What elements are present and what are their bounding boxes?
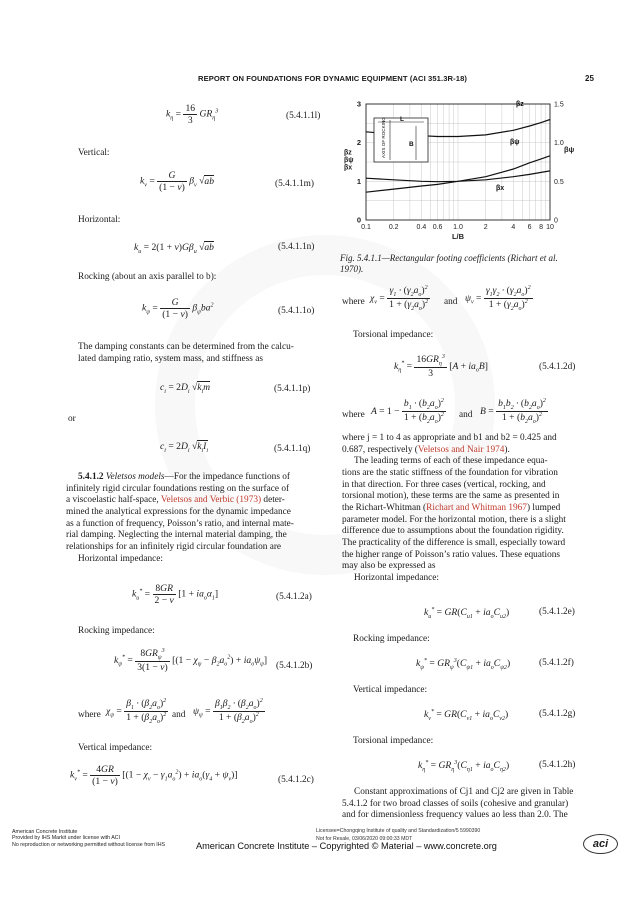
paragraph-static-stiffness [342,433,592,585]
equation-chi-v: $\chi_v$ = $\frac{\gamma_1 \cdot (\gamma_2a_o)^2}{1 + (\gamma_2a_o)^2}$ [370,285,429,313]
text-line: 5.4.1.2 for two broad classes of soils (cohesive and granular) [342,798,569,809]
footer-provider [12,829,165,848]
text-line: Horizontal impedance: [78,553,163,564]
y-axis-label-left: βz [344,149,352,157]
equation-number: (5.4.1.1q) [274,444,311,454]
equation-k-u: $k_u = 2(1 + \nu)G\beta_u$ √ab [134,242,214,255]
x-tick-label: 2 [483,224,488,231]
text-line: and for dimensionless frequency values ao less than 2.0. The [342,810,568,821]
word-where: where [342,297,365,307]
text-line: as a function of frequency, Poisson’s ratio, and internal mate- [66,518,294,529]
citation-link[interactable]: Veletsos and Verbic (1973) [160,495,262,506]
text-line: the higher range of Poisson’s ratio values. These equations [342,549,560,560]
text-line: may also be expressed as [342,561,436,572]
text-fragment: the Richart-Whitman ( [342,502,427,513]
equation-k-eta-star-alt: $k_\eta^* = GR_\eta^3(C_{\eta 1} + ia_oC_{\eta 2})$ [418,760,510,774]
equation-number: (5.4.1.2h) [539,760,576,770]
text-line: in that direction. For three cases (vertical, rocking, and [342,479,546,490]
y-tick-label-left: 1 [356,176,361,186]
equation-k-eta-star: $k_\eta^*$ = $\frac{16GR_\eta^3}{3}$ $[A + ia_oB]$ [394,354,488,380]
equation-number: (5.4.1.2e) [539,607,575,617]
text-line: The damping constants can be determined from the calcu- [78,342,294,352]
equation-number: (5.4.1.1o) [278,306,315,316]
y-tick-label-right: 0.5 [554,178,564,186]
text-line: relationships for an infinitely rigid circular foundation are [66,541,282,552]
equation-number: (5.4.1.1p) [274,384,311,394]
footer-licensee: Licensee=Chongqing Institute of quality and Standardization/5 5990390 [316,828,481,834]
word-and: and [444,297,458,307]
footer-line: No reproduction or networking permitted without license from IHS [12,841,166,848]
citation-link[interactable]: Richart and Whitman 1967 [426,502,527,513]
equation-number: (5.4.1.2b) [276,661,313,671]
section-title: Veletsos models [105,472,165,482]
y-tick-label-right: 0 [554,217,558,225]
label-vertical-impedance: Vertical impedance: [78,743,153,753]
text-line [342,503,592,515]
text-fragment: ). [504,444,510,455]
x-tick-label: 4 [511,224,516,231]
y-axis-label-right: βψ [564,144,575,154]
text-fragment: ) lumped [526,502,561,513]
text-line: The leading terms of each of these impedance equa- [354,456,548,467]
text-line: parameter model. For the horizontal motion, there is a slight [342,514,566,525]
equation-c-i-mass: $c_i = 2D_i$ $√k_im$ [160,382,211,395]
x-tick-label: 0.4 [416,224,427,231]
text-line [342,445,592,457]
section-label-horizontal: Horizontal: [78,215,121,225]
equation-k-u-star-alt: $k_u^* = GR(C_{u1} + ia_oC_{u2})$ [424,607,510,621]
equation-k-eta: $k_\eta$ = $\frac{16}{3}$ $GR_\eta^3$ [166,103,219,126]
footer-line: American Concrete Institute [12,829,78,835]
equation-k-psi-star: $k_\psi^*$ = $\frac{8GR_\psi^3}{3(1 - \nu)}$ $[(1 - \chi_\psi - \beta_2a_o^2) + ia_o\psi_\psi]$ [114,648,268,674]
text-line: lated damping ratio, system mass, and stiffness as [78,353,263,364]
text-line: The practicality of the difference is small, especially toward [342,537,566,548]
x-tick-label: 0.2 [388,224,399,231]
paragraph-damping [78,342,316,365]
x-axis-label: L/B [451,232,465,241]
y-tick-label-left: 0 [356,215,361,225]
equation-k-psi-star-alt: $k_\psi^* = GR_\psi^3(C_{\psi 1} + ia_oC_{\psi 2})$ [416,658,511,672]
text-line: mined the analytical expressions for the dynamic impedance [66,506,291,517]
equation-B: B = $\frac{b_1b_2 \cdot (b_2a_o)^2}{1 + (b_2a_o)^2}$ [480,398,546,426]
text-line [66,472,318,484]
equation-number: (5.4.1.1n) [278,242,315,252]
x-tick-label: 1.0 [453,224,463,231]
citation-link[interactable]: Veletsos and Nair 1974 [417,444,505,455]
equation-chi-psi: $\chi_\psi$ = $\frac{\beta_1 \cdot (\beta_2a_o)^2}{1 + (\beta_2a_o)^2}$ [106,698,167,726]
y-tick-label-right: 1.5 [554,101,564,109]
footer-resale: Not for Resale, 03/06/2020 09:00:33 MDT [316,836,413,842]
inset-label-L: L [400,116,404,123]
caption-line: Fig. 5.4.1.1—Rectangular footing coefficients (Richart et al. [340,253,558,263]
x-tick-label: 6 [527,224,532,231]
text-fragment: a viscoelastic half-space, [66,495,161,506]
section-label-vertical: Vertical: [78,148,110,158]
inset-label-axis: AXIS OF ROCKING [381,117,386,158]
text-fragment: deter- [261,495,285,506]
paragraph-veletsos [66,472,318,565]
section-label-rocking: Rocking (about an axis parallel to b): [78,272,217,282]
equation-number: (5.4.1.1m) [275,179,314,189]
label-vertical-impedance: Vertical impedance: [353,685,428,695]
text-line: rial damping. Neglecting the internal material damping, the [66,530,287,541]
x-tick-label: 0.1 [361,224,371,231]
x-tick-label: 0.6 [432,224,443,231]
page-number: 25 [585,74,594,83]
equation-k-v-star: $k_v^*$ = $\frac{4GR}{(1 - \nu)}$ $[(1 - \chi_v - \gamma_1a_o^2) + ia_o(\gamma_4 + \psi_v)]$ [70,764,238,787]
text-line: tions are the static stiffness of the foundation for vibration [342,467,558,478]
text-line [66,495,318,507]
equation-psi-psi: $\psi_\psi$ = $\frac{\beta_1\beta_2 \cdot (\beta_2a_o)^2}{1 + (\beta_2a_o)^2}$ [193,698,263,726]
word-and: and [459,410,473,420]
label-rocking-impedance: Rocking impedance: [353,634,430,644]
curve-label: βψ [510,139,520,147]
equation-psi-v: $\psi_v$ = $\frac{\gamma_1\gamma_2 \cdot (\gamma_2a_o)^2}{1 + (\gamma_2a_o)^2}$ [465,285,531,313]
y-tick-label-left: 2 [356,138,361,148]
equation-k-psi: $k_\psi$ = $\frac{G}{(1 - \nu)}$ $\beta_\psi ba^2$ [142,297,214,320]
x-tick-label: 10 [546,224,554,231]
text-line: infinitely rigid circular foundations resting on the surface of [66,483,290,494]
section-number: 5.4.1.2 [78,472,104,482]
equation-number: (5.4.1.1l) [286,111,321,121]
y-tick-label-right: 1.0 [554,140,564,148]
text-line: Constant approximations of Cj1 and Cj2 are given in Table [354,787,574,797]
text-line: where j = 1 to 4 as appropriate and b1 and b2 = 0.425 and [342,433,557,443]
label-torsional-impedance: Torsional impedance: [353,330,434,340]
word-or: or [68,414,76,424]
equation-number: (5.4.1.2a) [276,592,312,602]
equation-number: (5.4.1.2g) [539,709,576,719]
text-line: torsional motion), these terms are the same as presented in [342,491,560,502]
footer-line: Provided by IHS Markit under license with ACI [12,835,121,842]
text-line: difference due to assumptions about the foundation rigidity. [342,526,564,537]
curve-label: βz [516,100,524,108]
rectangular-footing-chart [338,96,584,246]
text-fragment: 0.687, respectively ( [342,444,418,455]
equation-c-i-inertia: $c_i = 2D_i$ $√k_iI_i$ [160,441,209,454]
curve-label: βx [496,184,505,192]
word-where: where [342,410,365,420]
equation-number: (5.4.1.2c) [278,775,314,785]
paragraph-constant-approximations [342,787,592,822]
caption-line: 1970). [340,264,364,274]
footer-copyright: American Concrete Institute – Copyrighted © Material – www.concrete.org [196,841,497,851]
word-where: where [78,710,101,720]
equation-k-v: $k_v$ = $\frac{G}{(1 - \nu)}$ $\beta_v$ √ab [140,170,214,193]
y-axis-label-left: βψ [344,157,354,164]
text-line: Horizontal impedance: [354,572,439,583]
y-tick-label-left: 3 [356,99,361,109]
word-and: and [172,710,186,720]
label-torsional-impedance: Torsional impedance: [353,736,434,746]
equation-k-u-star: $k_u^*$ = $\frac{8GR}{2 - \nu}$ $[1 + ia_o\alpha_1]$ [132,583,219,606]
aci-logo: aci [583,834,618,854]
equation-number: (5.4.1.2f) [539,658,574,668]
figure-caption [340,253,590,275]
running-header: REPORT ON FOUNDATIONS FOR DYNAMIC EQUIPMENT (ACI 351.3R-18) [198,74,468,83]
x-tick-label: 8 [539,224,544,231]
equation-k-v-star-alt: $k_v^* = GR(C_{v1} + ia_oC_{v2})$ [424,709,509,723]
equation-A: A = 1 − $\frac{b_1 \cdot (b_2a_o)^2}{1 + (b_2a_o)^2}$ [371,398,444,426]
inset-label-B: B [409,141,414,148]
y-axis-label-left: βx [344,164,353,172]
equation-number: (5.4.1.2d) [539,362,576,372]
label-rocking-impedance: Rocking impedance: [78,626,155,636]
text-fragment: —For the impedance functions of [164,472,291,482]
